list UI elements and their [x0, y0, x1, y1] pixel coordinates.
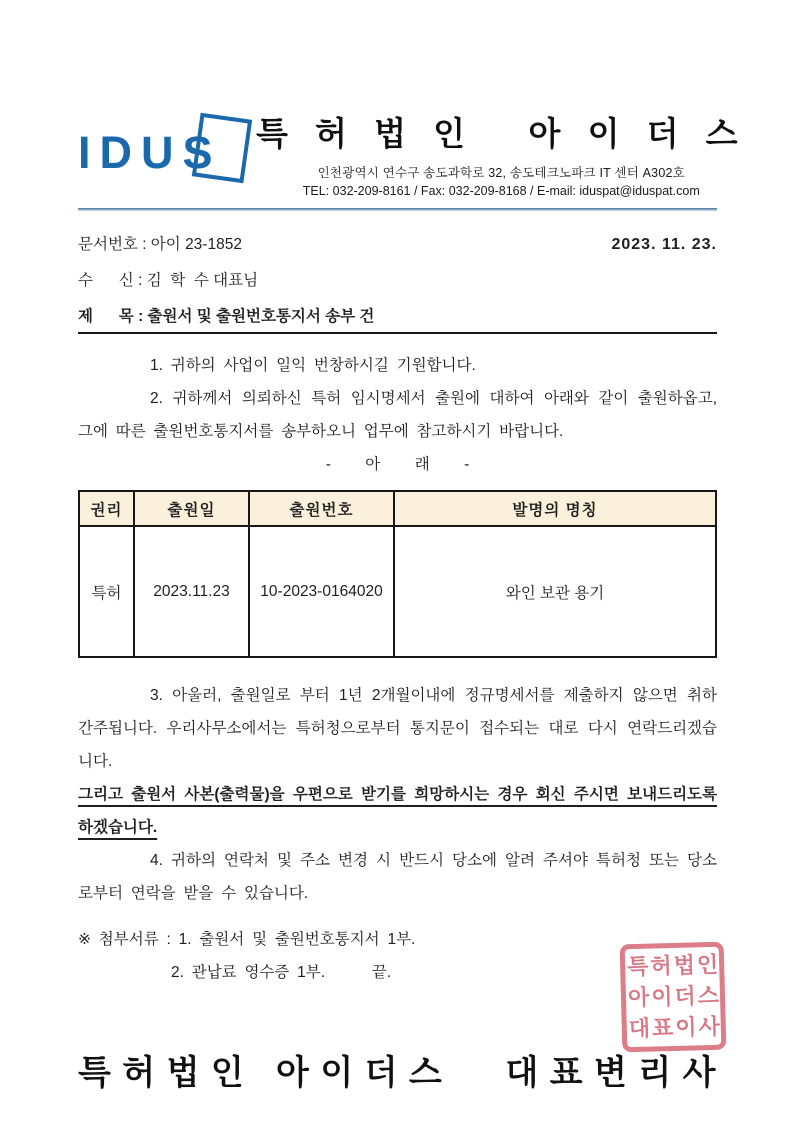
table-header-right: 권리 — [79, 491, 134, 526]
table-header-filing-date: 출원일 — [134, 491, 249, 526]
doc-date: 2023. 11. 23. — [611, 236, 717, 253]
paragraph-2: 2. 귀하께서 의뢰하신 특허 임시명세서 출원에 대하여 아래와 같이 출원하옵고, 그에 따른 출원번호통지서를 송부하오니 업무에 참고하시기 바랍니다. — [78, 390, 717, 440]
letterhead-divider — [78, 208, 717, 211]
firm-address: 인천광역시 연수구 송도과학로 32, 송도테크노파크 IT 센터 A302호 — [317, 166, 685, 180]
cell-invention-title: 와인 보관 용기 — [394, 526, 716, 657]
table-header-invention-title: 발명의 명칭 — [394, 491, 716, 526]
cell-filing-date: 2023.11.23 — [134, 526, 249, 657]
paragraph-1: 1. 귀하의 사업이 일익 번창하시길 기원합니다. — [150, 357, 476, 374]
signature-line: 특 허 법 인 아 이 더 스 대 표 변 리 사 — [78, 1054, 717, 1092]
attachment-line-2: 2. 관납료 영수증 1부. 끝. — [171, 964, 392, 981]
table-row — [79, 526, 716, 657]
letterhead — [78, 0, 747, 198]
idus-logo-tilted-box-icon — [192, 113, 252, 184]
below-marker: - 아 래 - — [325, 456, 470, 473]
recipient-line: 수 신 : 김 학 수 대표님 — [78, 272, 259, 289]
seal-line-1: 특허법인 — [626, 952, 721, 980]
subject-line: 제 목 : 출원서 및 출원번호통지서 송부 건 — [78, 308, 375, 325]
seal-line-2: 아이더스 — [627, 982, 722, 1011]
doc-number-row — [78, 232, 717, 254]
firm-name: 특 허 법 인 아 이 더 스 — [256, 115, 747, 152]
table-header-application-number: 출원번호 — [249, 491, 394, 526]
table-header-row — [79, 491, 716, 526]
cell-right: 특허 — [79, 526, 134, 657]
seal-line-3: 대표이사 — [628, 1013, 723, 1041]
document-meta — [78, 232, 717, 334]
paragraph-3-bold-underline: 그리고 출원서 사본(출력물)을 우편으로 받기를 희망하시는 경우 회신 주시면 보내드리도록 하겠습니다. — [78, 786, 717, 836]
doc-number: 문서번호 : 아이 23-1852 — [78, 236, 242, 253]
letterhead-right — [256, 112, 747, 198]
document-content — [78, 0, 747, 1094]
letter-body — [78, 349, 721, 989]
idus-logo-text: IDUS — [78, 127, 222, 178]
firm-contact: TEL: 032-209-8161 / Fax: 032-209-8168 / E-mail: iduspat@iduspat.com — [302, 184, 700, 198]
paragraph-4: 4. 귀하의 연락처 및 주소 변경 시 반드시 당소에 알려 주셔야 특허청 또는 당소로부터 연락을 받을 수 있습니다. — [78, 852, 717, 902]
subject-divider — [78, 332, 717, 334]
paragraph-3: 3. 아울러, 출원일로 부터 1년 2개월이내에 정규명세서를 제출하지 않으면 취하간주됩니다. 우리사무소에서는 특허청으로부터 통지문이 접수되는 대로 다시 연락드리겠습니다. — [78, 687, 717, 770]
cell-application-number: 10-2023-0164020 — [249, 526, 394, 657]
idus-logo — [78, 124, 256, 182]
application-table — [78, 490, 717, 658]
attachment-line-1: ※ 첨부서류 : 1. 출원서 및 출원번호통지서 1부. — [78, 931, 416, 948]
